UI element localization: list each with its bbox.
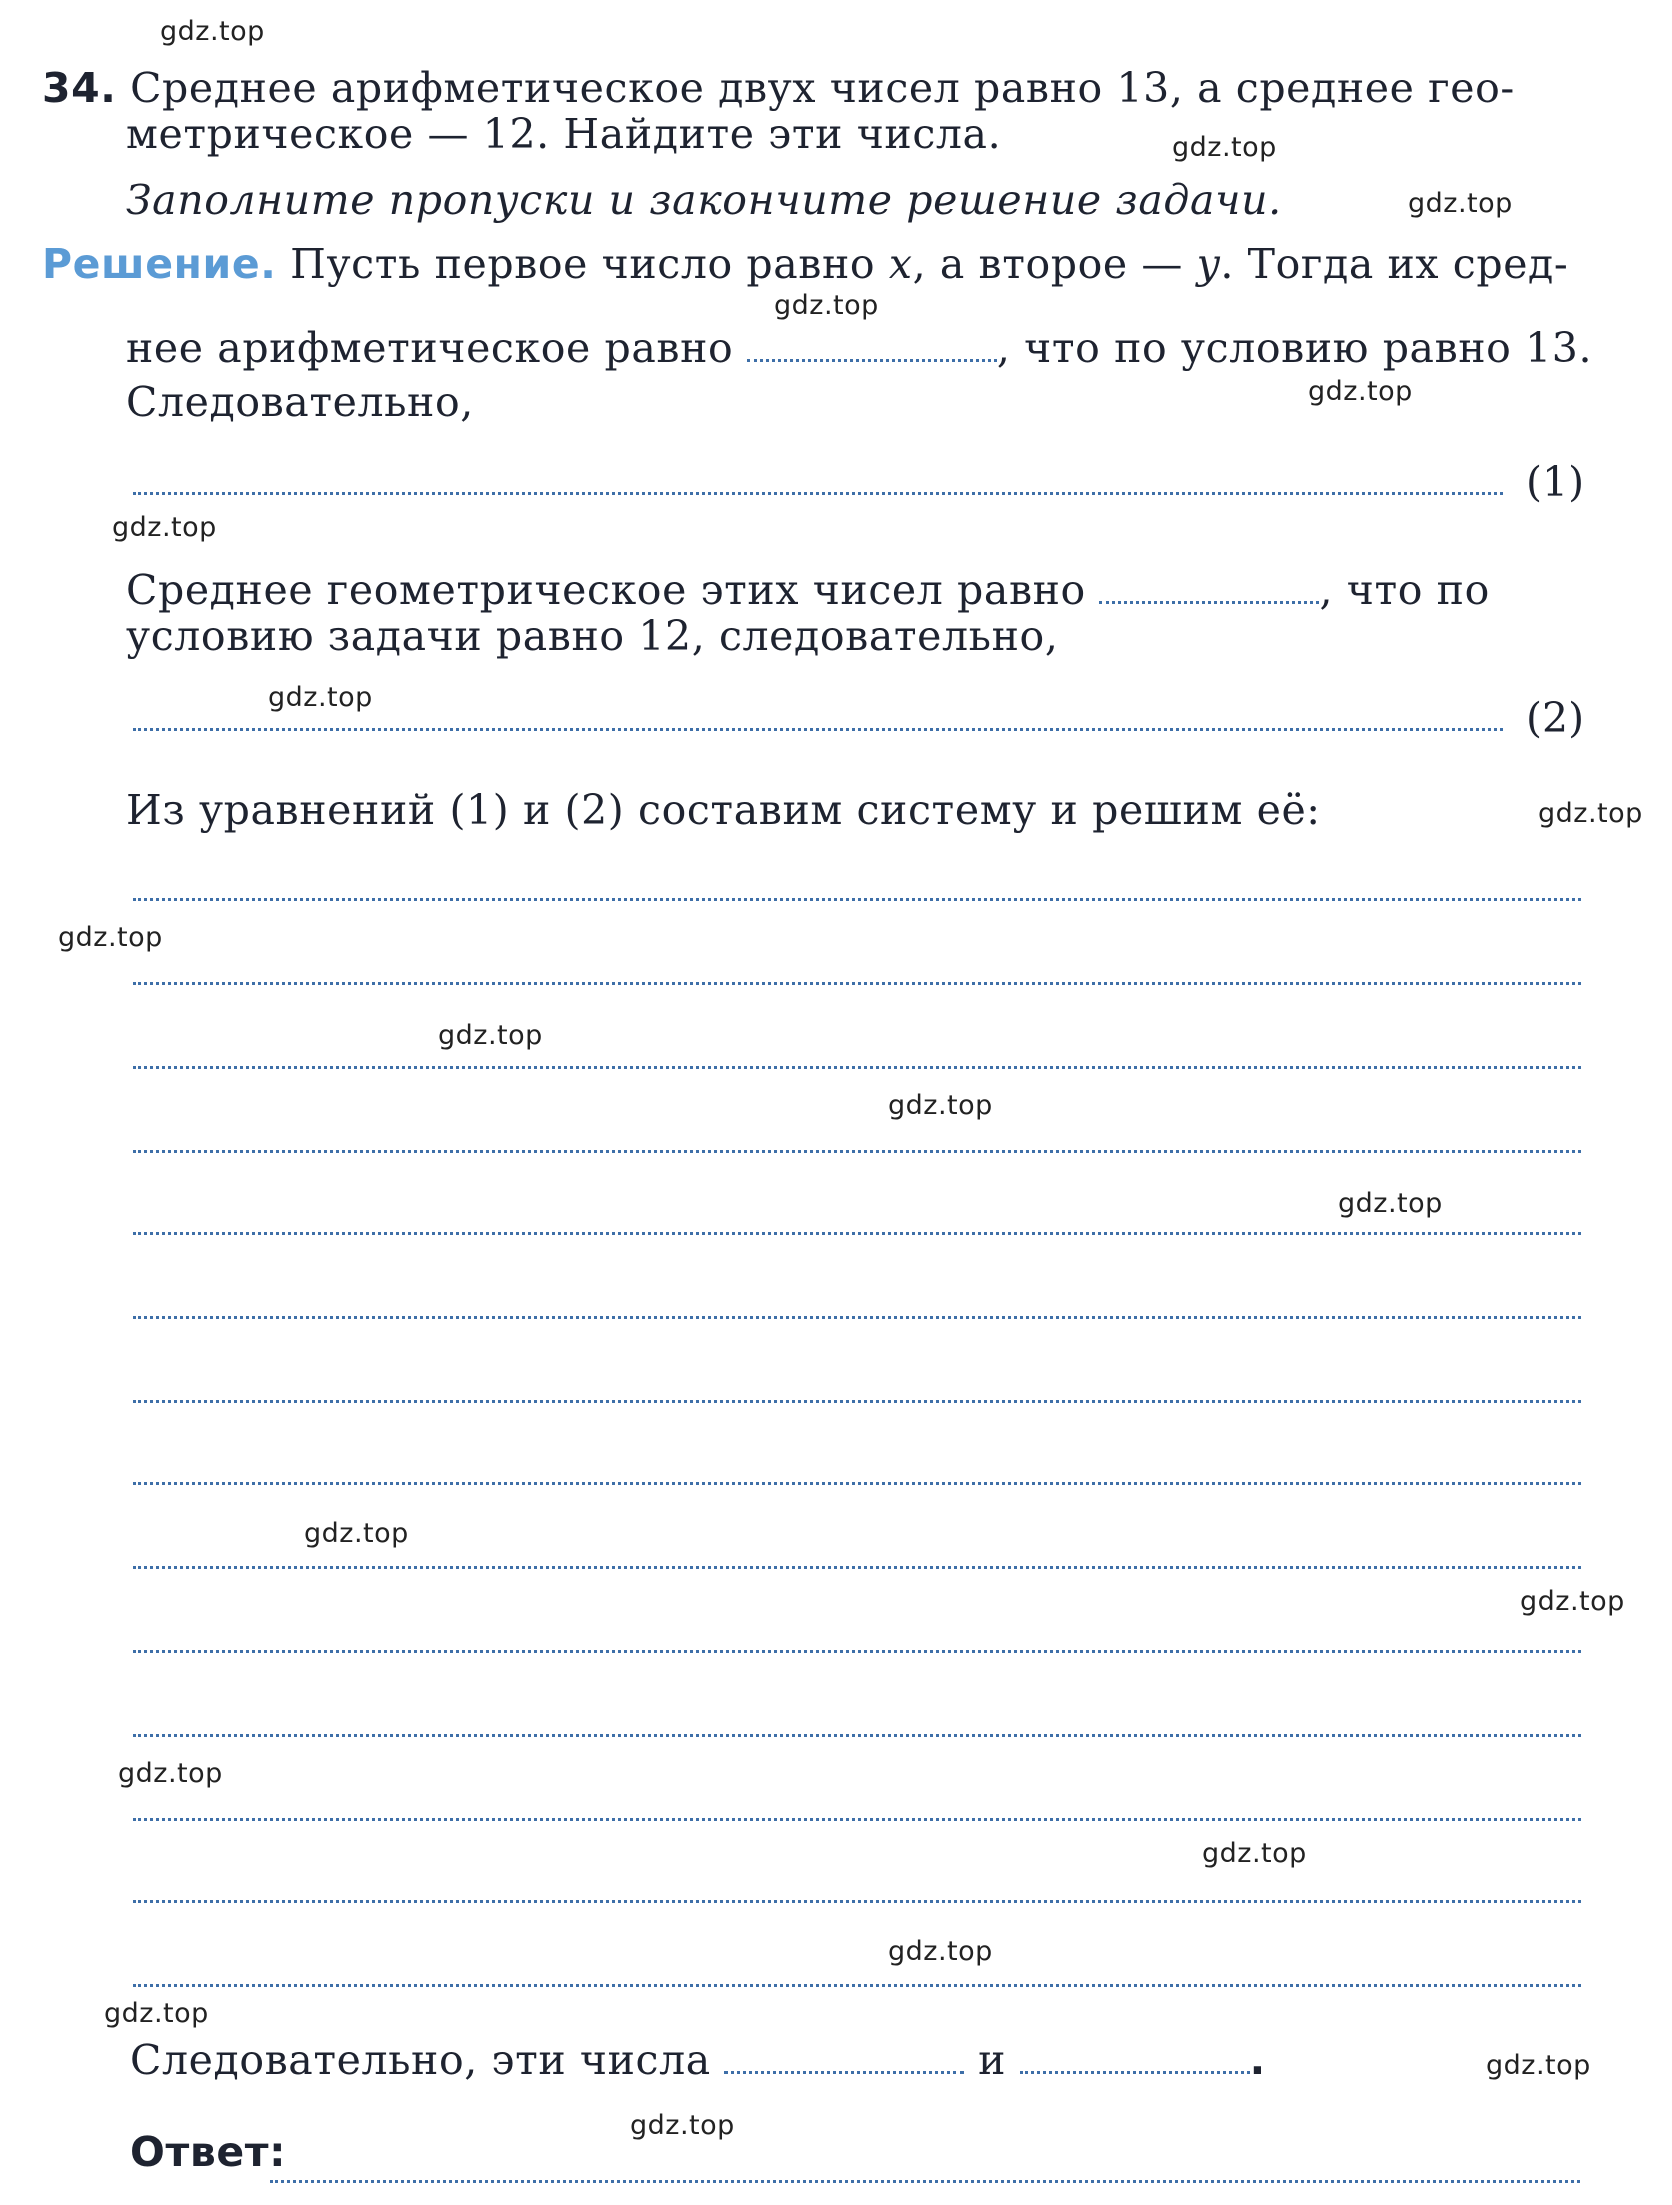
solution-text-2b: , что по условию равно 13. — [996, 324, 1593, 372]
solution-line-1 — [42, 240, 1568, 288]
second-number-blank[interactable] — [1020, 2063, 1250, 2074]
conclusion-text: Следовательно, эти числа — [130, 2036, 711, 2084]
solution-text-1b: , а второе — — [912, 240, 1197, 288]
conclusion-period: . — [1249, 2036, 1266, 2084]
geo-mean-blank[interactable] — [1099, 593, 1319, 604]
work-line[interactable] — [133, 1650, 1581, 1653]
conclusion-and: и — [978, 2036, 1007, 2084]
equation-1-blank[interactable] — [133, 492, 1503, 495]
solution-line-3: Следовательно, — [126, 378, 474, 426]
watermark: gdz.top — [630, 2110, 735, 2141]
solution-label: Решение. — [42, 240, 277, 288]
watermark: gdz.top — [112, 512, 217, 543]
watermark: gdz.top — [1172, 132, 1277, 163]
solution-text-2a: нее арифметическое равно — [126, 324, 734, 372]
watermark: gdz.top — [1308, 376, 1413, 407]
watermark: gdz.top — [118, 1758, 223, 1789]
work-line[interactable] — [133, 1066, 1581, 1069]
geo-line-2: условию задачи равно 12, следовательно, — [126, 612, 1059, 660]
variable-y: y — [1196, 240, 1221, 288]
equation-2-blank[interactable] — [133, 728, 1503, 731]
task-text-line-1: Среднее арифметическое двух чисел равно 13, а среднее гео- — [130, 64, 1515, 112]
work-line[interactable] — [133, 1150, 1581, 1153]
work-line[interactable] — [133, 1900, 1581, 1903]
equation-1-label: (1) — [1526, 458, 1585, 506]
work-line[interactable] — [133, 1566, 1581, 1569]
system-line: Из уравнений (1) и (2) составим систему и решим её: — [126, 786, 1321, 834]
solution-line-2 — [126, 324, 1592, 372]
watermark: gdz.top — [1338, 1188, 1443, 1219]
watermark: gdz.top — [1408, 188, 1513, 219]
work-line[interactable] — [133, 1734, 1581, 1737]
solution-text-1c: . Тогда их сред- — [1220, 240, 1569, 288]
arith-mean-blank[interactable] — [747, 351, 997, 362]
watermark: gdz.top — [1520, 1586, 1625, 1617]
answer-line — [130, 2128, 286, 2176]
answer-label: Ответ: — [130, 2128, 287, 2176]
geo-text-1a: Среднее геометрическое этих чисел равно — [126, 566, 1086, 614]
work-line[interactable] — [133, 1400, 1581, 1403]
conclusion-line — [130, 2036, 1266, 2084]
answer-blank[interactable] — [270, 2180, 1580, 2183]
variable-x: x — [888, 240, 913, 288]
watermark: gdz.top — [104, 1998, 209, 2029]
geo-line-1 — [126, 566, 1490, 614]
geo-text-1b: , что по — [1319, 566, 1490, 614]
watermark: gdz.top — [888, 1936, 993, 1967]
watermark: gdz.top — [438, 1020, 543, 1051]
watermark: gdz.top — [888, 1090, 993, 1121]
task-number: 34. — [42, 64, 117, 112]
task-line-2: метрическое — 12. Найдите эти числа. — [126, 110, 1002, 158]
work-line[interactable] — [133, 1232, 1581, 1235]
watermark: gdz.top — [304, 1518, 409, 1549]
work-line[interactable] — [133, 898, 1581, 901]
work-line[interactable] — [133, 1482, 1581, 1485]
equation-2-label: (2) — [1526, 694, 1585, 742]
watermark: gdz.top — [268, 682, 373, 713]
watermark: gdz.top — [774, 290, 879, 321]
solution-text-1a: Пусть первое число равно — [276, 240, 889, 288]
work-line[interactable] — [133, 1316, 1581, 1319]
task-line-1 — [42, 64, 1515, 112]
work-line[interactable] — [133, 1984, 1581, 1987]
task-instruction: Заполните пропуски и закончите решение задачи. — [126, 176, 1282, 224]
watermark: gdz.top — [1538, 798, 1643, 829]
watermark: gdz.top — [1202, 1838, 1307, 1869]
watermark: gdz.top — [1486, 2050, 1591, 2081]
work-line[interactable] — [133, 1818, 1581, 1821]
work-line[interactable] — [133, 982, 1581, 985]
watermark: gdz.top — [58, 922, 163, 953]
watermark: gdz.top — [160, 16, 265, 47]
first-number-blank[interactable] — [724, 2063, 964, 2074]
